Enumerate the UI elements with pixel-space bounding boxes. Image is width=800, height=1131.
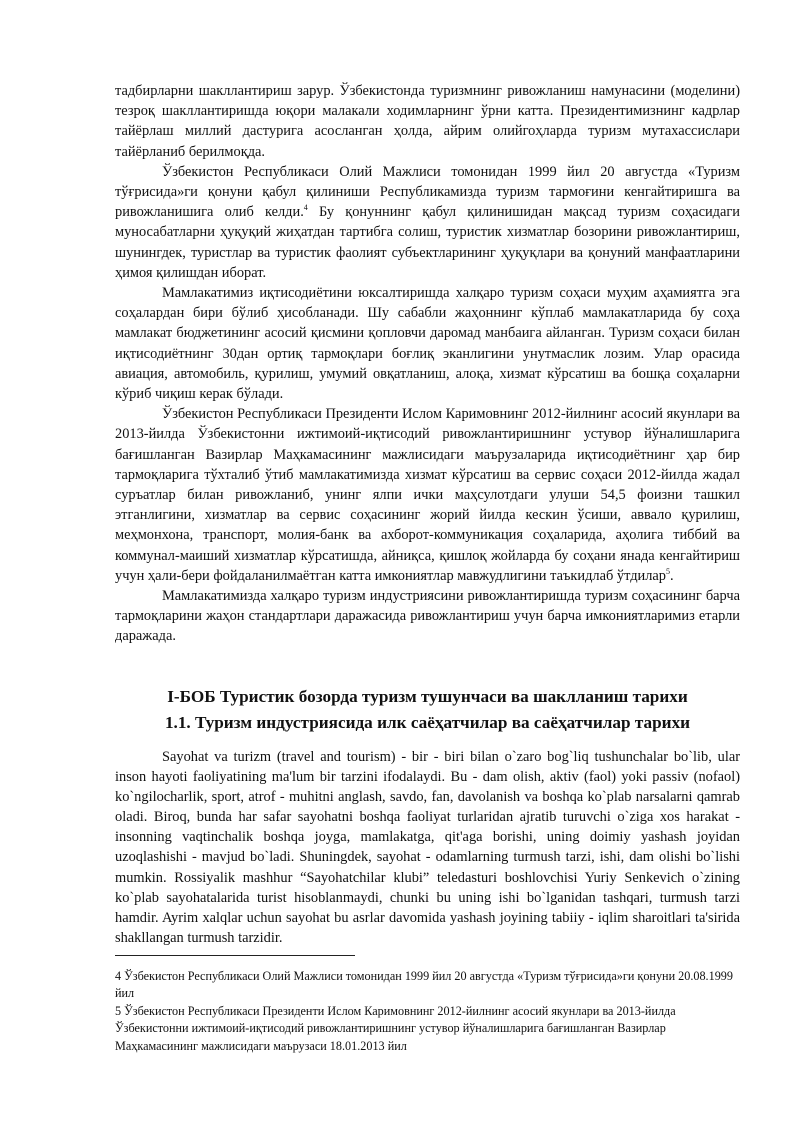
latin-text-block: [115, 747, 740, 948]
chapter-headings: [115, 684, 740, 736]
paragraph-text-cont: .: [670, 567, 674, 584]
paragraph-2: [115, 162, 740, 283]
paragraph-text: тадбирларни шакллантириш зарур. Ўзбекистонда туризмнинг ривожланиш намунасини (моделини) тезроқ шакллантиришда юқори малакали ходимларнинг ўрни катта. Президентимизнинг кадрлар тайёрлаш миллий дастурига асосланган ҳолда, айрим олийгоҳларда туризм мутахассислари тайёрланиб берилмоқда.: [115, 83, 740, 160]
chapter-heading: I-БОБ Туристик бозорда туризм тушунчаси ва шаклланиш тарихи: [167, 687, 688, 706]
paragraph-text-cont: Бу қонуннинг қабул қилинишидан мақсад туризм соҳасидаги муносабатларни ҳуқуқий жиҳатдан тартибга солиш, туристик хизматлар бозорини ривожлантириш, шунингдек, туристлар ва туристик фаолият субъектларининг ҳуқуқлари ва қонуний манфаатларини ҳимоя қилишдан иборат.: [115, 204, 740, 281]
footnote-4: 4 Ўзбекистон Республикаси Олий Мажлиси томонидан 1999 йил 20 августда «Туризм тўғрисида»ги қонуни 20.08.1999 йил: [115, 969, 733, 1001]
paragraph-5: [115, 586, 740, 647]
paragraph-1: [115, 81, 740, 162]
paragraph-text: Мамлакатимиз иқтисодиётини юксалтиришда халқаро туризм соҳаси муҳим аҳамиятга эга соҳалардан бири бўлиб ҳисобланади. Шу сабабли жаҳоннинг кўплаб мамлакатларида бу соҳа мамлакат бюджетининг асосий қисмини қопловчи даромад манбаига айланган. Туризм соҳаси билан иқтисодиётнинг 30дан ортиқ тармоқлари боғлиқ эканлигини унутмаслик лозим. Улар орасида авиация, автомобиль, қурилиш, умумий овқатланиш, алоқа, хизмат кўрсатиш ва бошқа соҳаларни кўриб чиқиш керак бўлади.: [115, 285, 740, 403]
paragraph-text: Ўзбекистон Республикаси Олий Мажлиси томонидан 1999 йил 20 августда «Туризм тўғрисида»ги қонуни қабул қилиниши Республикамизда туризм тармоғини кенгайтиришга ва ривожланишига олиб келди.: [115, 163, 740, 221]
footnote-ref-4[interactable]: 4: [303, 203, 308, 213]
latin-paragraph: Sayohat va turizm (travel and tourism) - bir - biri bilan o`zaro bog`liq tushunchalar bo`lib, ular inson hayoti faoliyatining ma'lum bir tarzini ifodalaydi. Bu - dam olish, aktiv (faol) yoki passiv (nofaol) ko`ngilocharlik, sport, atrof - muhitni anglash, savdo, fan, davolanish va boshqa ko`plab narsalarni qamrab oladi. Biroq, bunda har safar sayohatni boshqa faoliyat turlaridan ajratib turuvchi o`ziga xos harakat - insonning vaqtinchalik boshqa joyga, mamlakatga, qit'aga borishi, uning doimiy yashash joyidan uzoqlashishi - mavjud bo`ladi. Shuningdek, sayohat - odamlarning turmush tarzi, ishi, dam olishi bo`lishi mumkin. Rossiyalik mashhur “Sayohatchilar klubi” teledasturi boshlovchisi Yuriy Senkevich o`zining ko`plab sayohatalarida turist hisoblanmaydi, chunki bu uning ishi bo`lganidan tashqari, turmush tarzi hamdir. Ayrim xalqlar uchun sayohat bu asrlar davomida yashash joyining tabiiy - iqlim sharoitlari ta'sirida shakllangan turmush tarzidir.: [115, 749, 740, 946]
paragraph-text: Ўзбекистон Республикаси Президенти Ислом Каримовнинг 2012-йилнинг асосий якунлари ва 2013-йилда Ўзбекистонни ижтимоий-иқтисодий ривожлантиришнинг устувор йўналишларига бағишланган Вазирлар Маҳкамасининг мажлисидаги маърузаларида иқтисодиётнинг ҳар бир тармоқларига тўхталиб ўтиб мамлакатимизда хизмат кўрсатиш ва сервис соҳаси 2012-йилда жадал суръатлар билан ривожланиб, унинг ялпи ички маҳсулотдаги улуши 54,5 фоизни ташкил этганлигини, хизматлар ва сервис соҳасининг жорий йилда кескин ўсиши, аввало қурилиш, меҳмонхона, транспорт, молия-банк ва ахборот-коммуникация соҳаларида, аҳолига тиббий ва коммунал-маиший хизматлар кўрсатишда, айниқса, қишлоқ жойларда бу соҳани янада кенгайтириш учун ҳали-бери фойдаланилмаётган катта имкониятлар мавжудлигини таъкидлаб ўтдилар: [115, 406, 740, 584]
body-text-block: [115, 81, 740, 647]
paragraph-text: Мамлакатимизда халқаро туризм индустриясини ривожлантиришда туризм соҳасининг барча тармоқларини жаҳон стандартлари даражасида ривожлантириш учун барча имкониятларимиз етарли даражада.: [115, 588, 740, 645]
footnotes: [115, 968, 740, 1055]
paragraph-4: [115, 404, 740, 586]
footnote-divider: [115, 955, 355, 956]
footnote-ref-5[interactable]: 5: [666, 567, 670, 577]
paragraph-3: [115, 283, 740, 404]
footnote-5: 5 Ўзбекистон Республикаси Президенти Ислом Каримовнинг 2012-йилнинг асосий якунлари ва 2013-йилда Ўзбекистонни ижтимоий-иқтисодий ривожлантиришнинг устувор йўналишларига бағишланган Вазирлар Маҳкамасининг мажлисидаги маърузаси 18.01.2013 йил: [115, 1003, 676, 1053]
section-heading: 1.1. Туризм индустриясида илк саёҳатчилар ва саёҳатчилар тарихи: [164, 713, 691, 732]
